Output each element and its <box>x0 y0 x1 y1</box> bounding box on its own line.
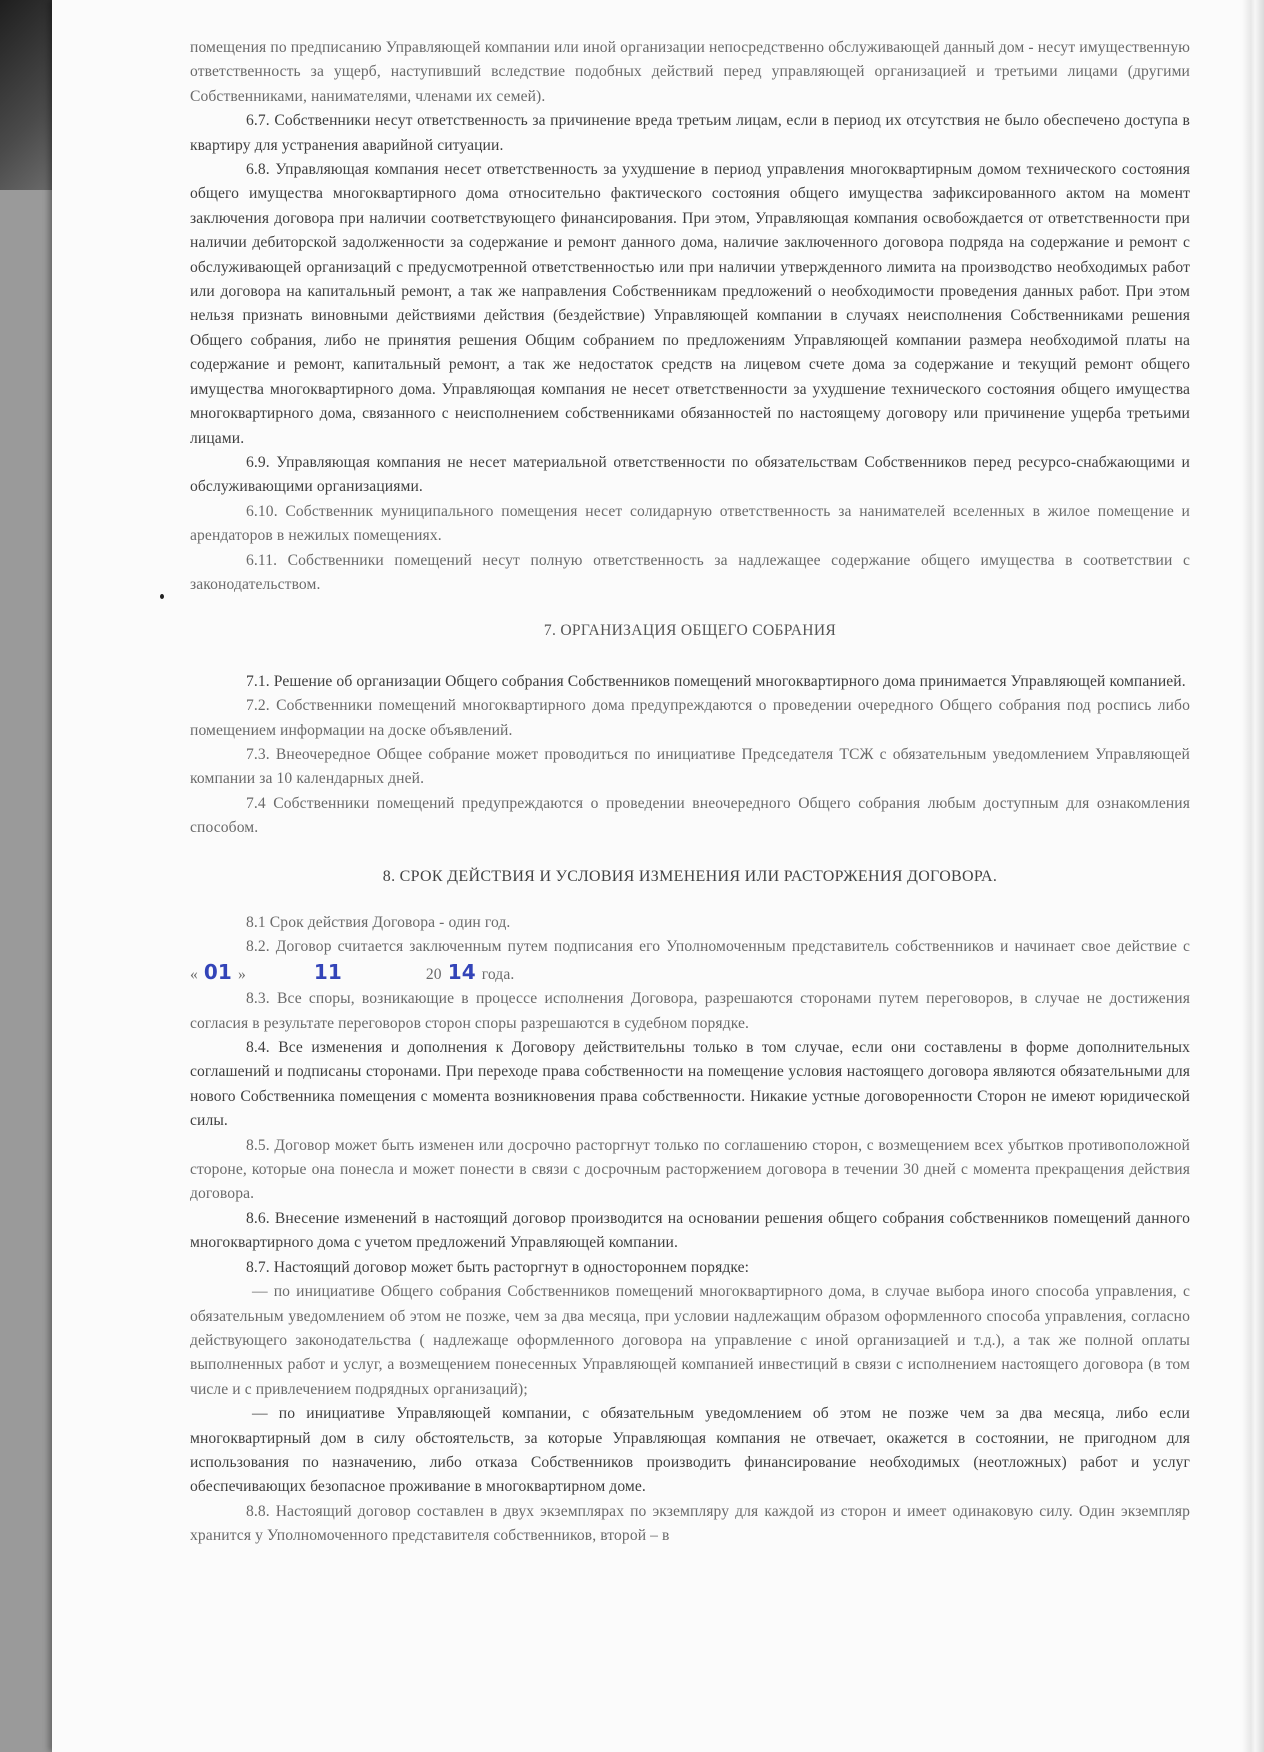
paragraph-8-2 <box>190 935 1190 987</box>
paragraph-7-3: 7.3. Внеочередное Общее собрание может проводиться по инициативе Председателя ТСЖ с обязательным уведомлением Управляющей компании за 10 календарных дней. <box>190 745 1190 788</box>
handwritten-month: 11 <box>313 959 342 984</box>
paragraph-8-8: 8.8. Настоящий договор составлен в двух экземплярах по экземпляру для каждой из сторон и имеет одинаковую силу. Один экземпляр хранится у Уполномоченного представителя собственников, второй – в <box>190 1502 1190 1545</box>
date-quote: » <box>237 965 246 983</box>
paragraph-8-2-text: 8.2. Договор считается заключенным путем подписания его Уполномоченным представитель собственников и начинает свое действие с « <box>190 938 1190 983</box>
paragraph-6-7: 6.7. Собственники несут ответственность за причинение вреда третьим лицам, если в период их отсутствия не было обеспечено доступа в квартиру для устранения аварийной ситуации. <box>190 112 1190 154</box>
document-page <box>52 0 1264 1752</box>
paragraph-6-11: 6.11. Собственники помещений несут полную ответственность за надлежащее содержание общего имущества в соответствии с законодательством. <box>190 551 1190 593</box>
page-edge <box>1242 0 1264 1752</box>
ink-dot <box>160 594 164 599</box>
paragraph-8-7: 8.7. Настоящий договор может быть расторгнут в одностороннем порядке: <box>246 1258 750 1276</box>
paragraph-8-4: 8.4. Все изменения и дополнения к Договору действительны только в том случае, если они составлены в форме дополнительных соглашений и подписаны сторонами. При переходе права собственности на помещение условия настоящего договора являются обязательными для нового Собственника помещения с момента возникновения права собственности. Никакие устные договоренности Сторон не имеют юридической силы. <box>190 1039 1190 1130</box>
year-suffix: года. <box>481 965 515 983</box>
paragraph-8-6: 8.6. Внесение изменений в настоящий договор производится на основании решения общего собрания собственников помещений данного многоквартирного дома с учетом предложений Управляющей компании. <box>190 1209 1190 1252</box>
document-body <box>190 36 1190 1549</box>
paragraph-7-1: 7.1. Решение об организации Общего собрания Собственников помещений многоквартирного дома принимается Управляющей компанией. <box>246 672 1186 690</box>
paragraph-8-3: 8.3. Все споры, возникающие в процессе исполнения Договора, разрешаются сторонами путем переговоров, в случае не достижения согласия в результате переговоров сторон споры разрешаются в судебном порядке. <box>190 990 1190 1032</box>
paragraph-6-6-continuation: помещения по предписанию Управляющей компании или иной организации непосредственно обслуживающей данный дом - несут имущественную ответственность за ущерб, наступивший вследствие подобных действий перед управляющей организацией и третьими лицами (другими Собственниками, нанимателями, членами их семей). <box>190 39 1190 105</box>
list-item-termination-owners: — по инициативе Общего собрания Собственников помещений многоквартирного дома, в случае выбора иного способа управления, с обязательным уведомлением об этом не позже, чем за два месяца, при условии надлежащим образом оформленного способа управления, согласно действующего законодательства ( надлежаще оформленного договора на управление с иной организацией и т.д.), а так же полной оплаты выполненных работ и услуг, а возмещением понесенных Управляющей компанией инвестиций в связи с исполнением настоящего договора (в том числе и с привлечением подрядных организаций); <box>190 1283 1190 1398</box>
paragraph-6-10: 6.10. Собственник муниципального помещения несет солидарную ответственность за нанимателей вселенных в жилое помещение и арендаторов в нежилых помещениях. <box>190 502 1190 545</box>
section-heading-8: 8. СРОК ДЕЙСТВИЯ И УСЛОВИЯ ИЗМЕНЕНИЯ ИЛИ РАСТОРЖЕНИЯ ДОГОВОРА. <box>382 867 998 885</box>
list-item-termination-company: — по инициативе Управляющей компании, с обязательным уведомлением об этом не позже чем за два месяца, либо если многоквартирный дом в силу обстоятельств, за которые Управляющая компания не отвечает, окажется в состоянии, не пригодном для использования по назначению, либо отказа Собственников производить финансирование необходимых (неотложных) работ и услуг обеспечивающих безопасное проживание в многоквартирном доме. <box>190 1405 1190 1496</box>
paragraph-8-1: 8.1 Срок действия Договора - один год. <box>246 914 511 931</box>
section-heading-7: 7. ОРГАНИЗАЦИЯ ОБЩЕГО СОБРАНИЯ <box>543 622 837 640</box>
paragraph-6-8: 6.8. Управляющая компания несет ответственность за ухудшение в период управления многоквартирным домом технического состояния общего имущества многоквартирного дома относительно фактического состояния общего имущества зафиксированного актом на момент заключения договора при наличии соответствующего финансирования. При этом, Управляющая компания освобождается от ответственности при наличии дебиторской задолженности за содержание и ремонт данного дома, наличие заключенного договора подряда на содержание и ремонт с обслуживающей организаций с предусмотренной ответственностью или при наличии утвержденного лимита на производство необходимых работ или договора на капитальный ремонт, а так же направления Собственникам предложений о необходимости проведения данных работ. При этом нельзя признать виновными действиями действия (бездействие) Управляющей компании в случаях неисполнения Собственниками решения Общего собрания, либо не принятия решения Общим собранием по предложениям Управляющей компании размера необходимой платы на содержание и ремонт, капитальный ремонт, а так же недостаток средств на лицевом счете дома за содержание и текущий ремонт общего имущества многоквартирного дома. Управляющая компания не несет ответственности за ухудшение технического состояния общего имущества многоквартирного дома, связанного с неисполнением собственниками обязанностей по настоящему договору или причинение ущерба третьими лицами. <box>190 161 1190 447</box>
paragraph-6-9: 6.9. Управляющая компания не несет материальной ответственности по обязательствам Собственников перед ресурсо-снабжающими и обслуживающими организациями. <box>190 453 1190 496</box>
paragraph-8-5: 8.5. Договор может быть изменен или досрочно расторгнут только по соглашению сторон, с возмещением всех убытков противоположной стороне, которые она понесла и может понести в связи с досрочным расторжением договора в течении 30 дней с момента прекращения действия договора. <box>190 1136 1190 1203</box>
paragraph-7-2: 7.2. Собственники помещений многоквартирного дома предупреждаются о проведении очередного Общего собрания под роспись либо помещением информации на доске объявлений. <box>190 697 1190 739</box>
year-prefix: 20 <box>425 965 442 983</box>
handwritten-day: 01 <box>203 959 232 984</box>
paragraph-7-4: 7.4 Собственники помещений предупреждаются о проведении внеочередного Общего собрания любым доступным для ознакомления способом. <box>190 794 1190 837</box>
handwritten-year: 14 <box>447 959 476 984</box>
